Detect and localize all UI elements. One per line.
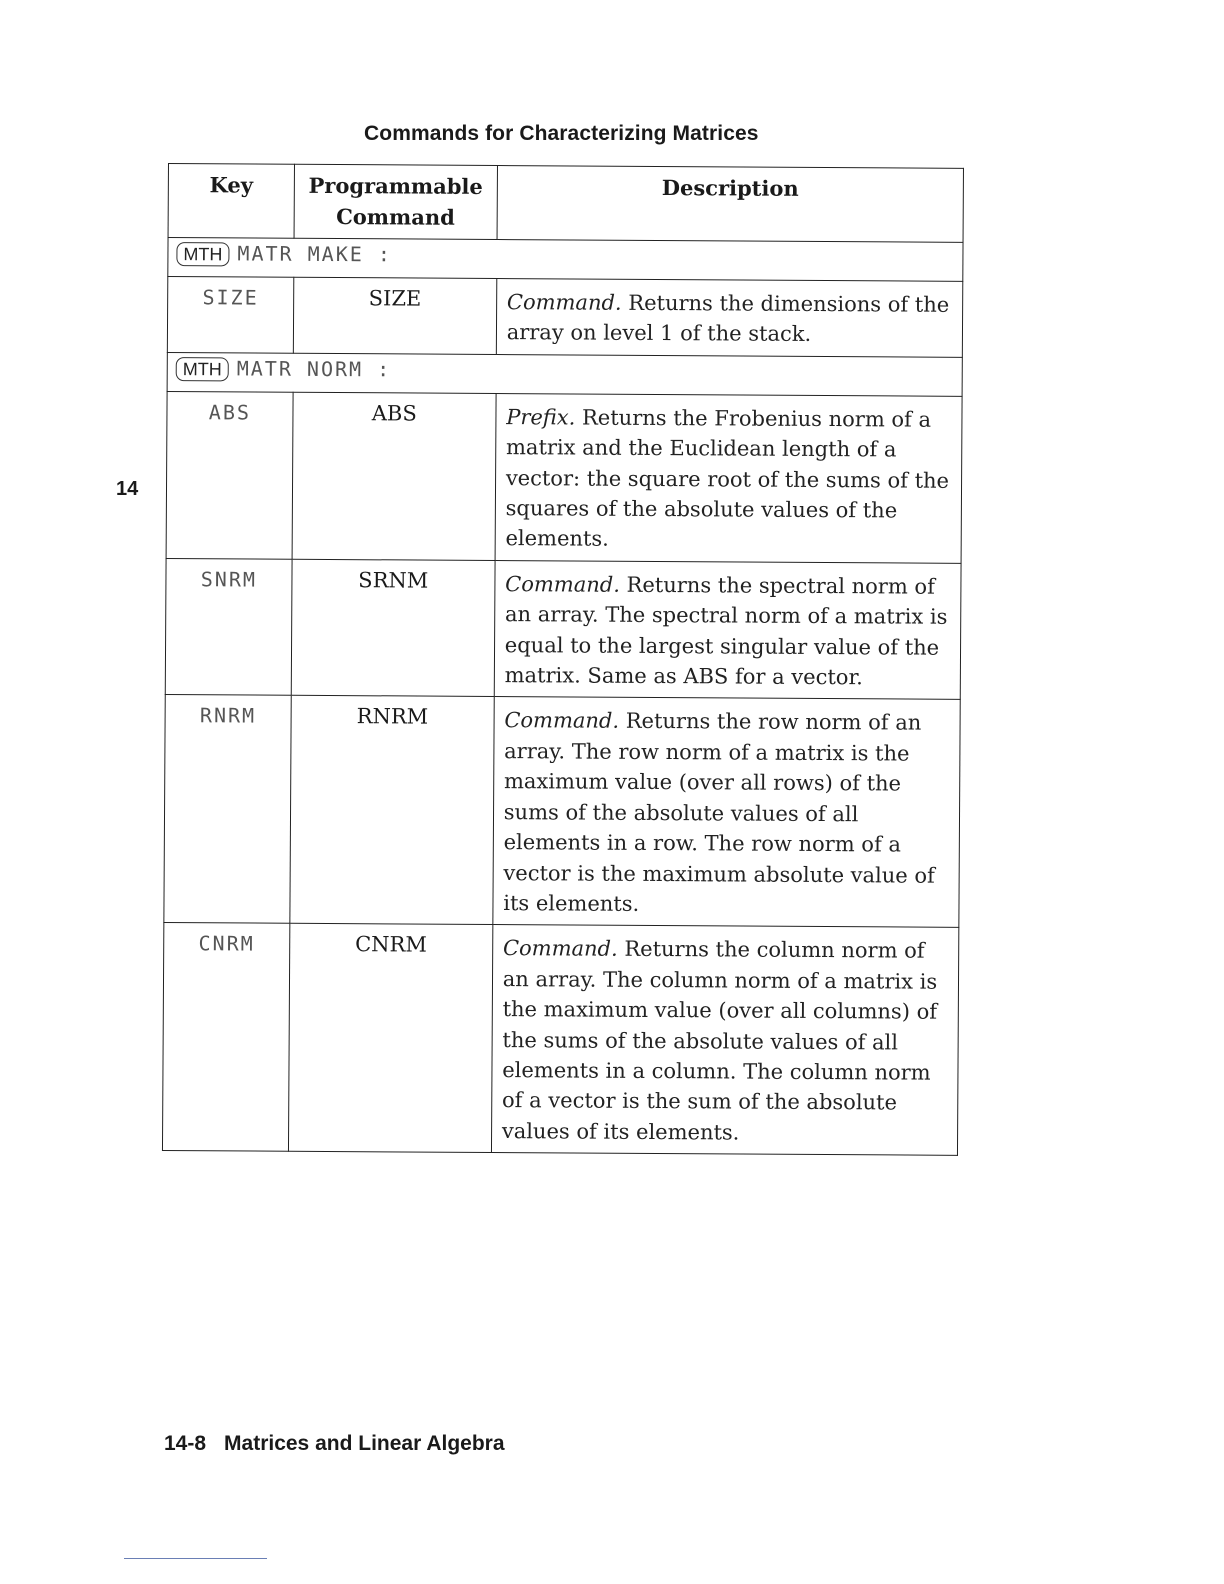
menu-group-row <box>168 238 963 282</box>
menu-key-label: ABS <box>166 391 293 559</box>
menu-key-label: CNRM <box>162 923 289 1152</box>
description-kind: Prefix. <box>506 404 576 430</box>
table-row <box>162 923 958 1156</box>
description-kind: Command. <box>502 936 618 962</box>
description <box>495 393 962 563</box>
programmable-command: CNRM <box>288 924 492 1153</box>
programmable-command: SRNM <box>291 559 495 697</box>
menu-group-cell <box>167 352 962 396</box>
menu-group-row <box>167 352 962 396</box>
table-row <box>164 695 960 928</box>
description-kind: Command. <box>505 571 620 597</box>
mth-key-icon: MTH <box>176 242 229 266</box>
page-footer <box>164 1432 505 1456</box>
menu-key-label: RNRM <box>164 695 291 924</box>
description-kind: Command. <box>506 290 622 315</box>
description-text: Returns the column norm of an array. The column norm of a matrix is the maximum value (over all columns) of the sums of the absolute values of all elements in a column. The column norm of a vector is the sum of the absolute values of its elements. <box>501 937 938 1145</box>
commands-table <box>162 163 964 1156</box>
programmable-command: ABS <box>292 392 496 560</box>
menu-key-label: SNRM <box>165 558 292 695</box>
menu-path: MATR MAKE : <box>237 241 392 267</box>
table-row <box>166 391 962 563</box>
header-row <box>168 164 963 243</box>
table-row <box>165 558 961 699</box>
description-text: Returns the dimensions of the array on level 1 of the stack. <box>506 290 950 347</box>
programmable-command: RNRM <box>290 696 494 925</box>
header-programmable-line2: Command <box>336 204 455 230</box>
description <box>494 560 961 699</box>
description-text: Returns the spectral norm of an array. The spectral norm of a matrix is equal to the largest singular value of the matrix. Same as ABS for a vector. <box>504 572 948 690</box>
chapter-tab: 14 <box>116 478 139 500</box>
chapter-title: Matrices and Linear Algebra <box>224 1432 505 1455</box>
menu-key-label: SIZE <box>167 277 293 354</box>
programmable-command: SIZE <box>293 277 496 354</box>
header-programmable-command <box>294 164 497 239</box>
header-description: Description <box>497 166 964 243</box>
description <box>493 697 961 928</box>
description-text: Returns the row norm of an array. The row norm of a matrix is the maximum value (over all rows) of the sums of the absolute values of all elements in a row. The row norm of a vector is the maximum absolute value of its elements. <box>503 709 935 916</box>
header-key: Key <box>168 164 294 239</box>
menu-path: MATR NORM : <box>236 356 392 382</box>
description <box>496 279 963 358</box>
bottom-rule <box>124 1558 267 1559</box>
page-number: 14-8 <box>164 1432 207 1455</box>
mth-key-icon: MTH <box>176 357 229 381</box>
description-text: Returns the Frobenius norm of a matrix and the Euclidean length of a vector: the square root of the sums of the squares of the absolute values of the elements. <box>505 405 950 552</box>
menu-group-cell <box>168 238 963 282</box>
table-title: Commands for Characterizing Matrices <box>364 122 759 145</box>
description <box>491 925 959 1156</box>
header-programmable-line1: Programmable <box>308 172 483 199</box>
table-row <box>167 277 962 358</box>
description-kind: Command. <box>504 708 620 734</box>
